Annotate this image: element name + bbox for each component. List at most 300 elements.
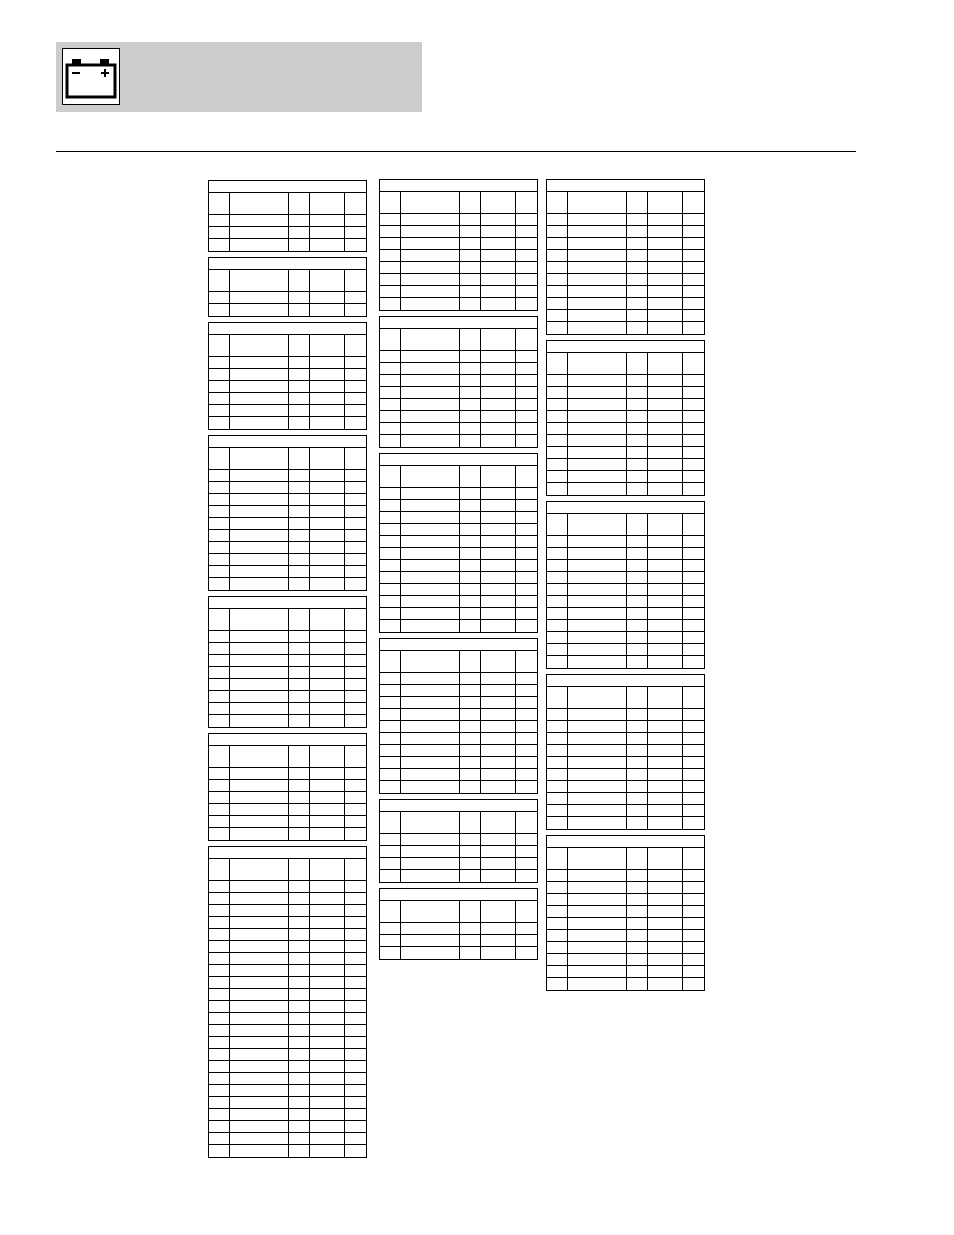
table-cell [209,1085,230,1096]
parts-table [546,179,705,335]
parts-table [379,799,538,883]
table-cell [289,929,310,940]
table-cell [568,656,627,668]
table-row [547,644,704,656]
table-cell [310,780,345,791]
table-cell [481,488,516,499]
table-cell [460,935,481,946]
table-cell [209,667,230,678]
table-cell [209,881,230,892]
table-cell [209,715,230,727]
table-cell [380,351,401,362]
table-cell [230,667,289,678]
table-cell [683,769,704,780]
table-cell [627,375,648,386]
parts-table [379,179,538,311]
table-cell [547,882,568,893]
table-cell [568,483,627,495]
table-cell [516,608,537,619]
table-cell [345,1061,366,1072]
table-row [209,715,366,727]
header-cell [209,448,230,469]
table-cell [460,298,481,310]
table-cell [310,965,345,976]
table-cell [568,918,627,929]
table-cell [289,1049,310,1060]
table-title [547,180,704,192]
table-cell [460,709,481,720]
table-cell [547,870,568,881]
table-cell [310,304,345,316]
table-cell [345,239,366,251]
header-cell [230,609,289,630]
table-cell [230,881,289,892]
table-cell [648,572,683,583]
header-cell [230,270,289,291]
table-cell [547,387,568,398]
table-cell [230,715,289,727]
table-row [547,471,704,483]
table-cell [516,572,537,583]
table-cell [345,1037,366,1048]
table-cell [516,488,537,499]
table-cell [648,274,683,285]
table-cell [683,238,704,249]
table-row [209,292,366,304]
table-cell [568,572,627,583]
table-cell [230,1013,289,1024]
table-cell [380,685,401,696]
table-cell [683,572,704,583]
table-cell [345,828,366,840]
table-cell [683,620,704,631]
table-cell [289,828,310,840]
table-cell [230,470,289,481]
table-cell [683,560,704,571]
table-row [547,536,704,548]
table-header [380,192,537,214]
table-row [209,643,366,655]
table-cell [627,423,648,434]
table-cell [230,518,289,529]
table-cell [627,978,648,990]
table-cell [345,369,366,380]
table-header [547,192,704,214]
table-cell [401,411,460,422]
header-rule [56,151,856,152]
table-cell [209,482,230,493]
table-cell [568,882,627,893]
table-cell [516,298,537,310]
table-cell [310,381,345,392]
table-cell [209,1025,230,1036]
header-cell [481,329,516,350]
table-cell [481,387,516,398]
table-row [209,1025,366,1037]
header-cell [209,335,230,356]
header-cell [648,848,683,869]
table-cell [310,1013,345,1024]
table-cell [230,357,289,368]
table-row [380,935,537,947]
table-row [380,620,537,632]
table-cell [627,644,648,655]
table-cell [230,953,289,964]
table-row [209,768,366,780]
table-cell [683,781,704,792]
table-header [380,651,537,673]
table-cell [289,239,310,251]
table-cell [683,548,704,559]
table-cell [230,405,289,416]
table-row [547,596,704,608]
table-cell [289,1037,310,1048]
table-row [380,536,537,548]
table-cell [547,560,568,571]
table-row [380,733,537,745]
table-cell [481,536,516,547]
table-cell [516,387,537,398]
table-row [547,733,704,745]
table-row [209,239,366,251]
table-cell [401,584,460,595]
table-row [547,918,704,930]
table-cell [627,483,648,495]
table-cell [230,768,289,779]
table-cell [683,942,704,953]
table-row [209,1037,366,1049]
table-cell [460,596,481,607]
header-cell [345,335,366,356]
table-cell [481,548,516,559]
table-row [209,881,366,893]
table-cell [209,1001,230,1012]
header-cell [460,901,481,922]
table-cell [310,941,345,952]
table-row [209,703,366,715]
table-cell [627,596,648,607]
table-title [380,800,537,812]
table-cell [380,411,401,422]
table-cell [230,977,289,988]
header-cell [460,466,481,487]
table-row [209,304,366,316]
header-cell [289,270,310,291]
table-row [380,548,537,560]
table-cell [568,274,627,285]
table-header [547,848,704,870]
header-cell [209,609,230,630]
table-cell [460,721,481,732]
table-cell [380,274,401,285]
table-cell [648,942,683,953]
table-cell [648,250,683,261]
table-cell [481,500,516,511]
table-cell [460,286,481,297]
table-cell [516,351,537,362]
table-cell [289,768,310,779]
table-cell [683,817,704,829]
table-cell [683,322,704,334]
table-cell [547,411,568,422]
table-cell [568,942,627,953]
table-cell [209,417,230,429]
table-cell [481,250,516,261]
table-cell [481,834,516,845]
table-cell [568,214,627,225]
table-cell [209,917,230,928]
table-title [547,675,704,687]
table-cell [516,411,537,422]
header-cell [568,687,627,708]
table-row [547,435,704,447]
table-cell [380,286,401,297]
table-cell [310,494,345,505]
table-cell [481,411,516,422]
table-cell [648,423,683,434]
table-row [380,274,537,286]
table-cell [568,906,627,917]
table-cell [648,226,683,237]
table-cell [401,262,460,273]
table-cell [568,930,627,941]
table-cell [209,393,230,404]
table-cell [230,691,289,702]
table-cell [460,375,481,386]
table-cell [380,214,401,225]
table-cell [516,781,537,793]
table-cell [289,631,310,642]
table-cell [648,733,683,744]
table-cell [481,596,516,607]
table-cell [310,357,345,368]
table-cell [516,697,537,708]
table-cell [648,298,683,309]
table-cell [209,292,230,303]
table-cell [310,566,345,577]
table-cell [289,655,310,666]
table-cell [310,1025,345,1036]
table-cell [627,930,648,941]
table-cell [209,1037,230,1048]
table-row [547,781,704,793]
table-header [209,859,366,881]
table-cell [310,554,345,565]
table-cell [627,942,648,953]
table-row [547,447,704,459]
table-cell [627,310,648,321]
table-cell [310,893,345,904]
table-cell [310,1001,345,1012]
table-cell [683,584,704,595]
table-cell [230,227,289,238]
table-cell [547,745,568,756]
table-row [380,399,537,411]
table-cell [547,238,568,249]
table-cell [345,989,366,1000]
table-cell [209,1097,230,1108]
table-row [547,805,704,817]
table-row [380,435,537,447]
table-cell [516,769,537,780]
table-row [547,387,704,399]
table-row [380,947,537,959]
table-cell [401,620,460,632]
table-row [380,363,537,375]
table-cell [310,989,345,1000]
table-cell [230,816,289,827]
table-row [547,757,704,769]
table-cell [627,411,648,422]
table-cell [310,1085,345,1096]
table-cell [683,721,704,732]
table-cell [648,459,683,470]
table-cell [345,881,366,892]
header-cell [683,514,704,535]
table-title [209,436,366,448]
table-cell [209,566,230,577]
table-cell [289,643,310,654]
table-title [380,639,537,651]
table-cell [683,644,704,655]
table-cell [209,989,230,1000]
table-cell [209,655,230,666]
table-cell [460,697,481,708]
table-row [380,351,537,363]
header-cell [310,270,345,291]
table-cell [481,846,516,857]
table-cell [547,632,568,643]
table-cell [345,715,366,727]
table-cell [310,1097,345,1108]
table-cell [380,757,401,768]
table-cell [481,560,516,571]
table-cell [230,941,289,952]
table-cell [627,906,648,917]
table-cell [289,905,310,916]
header-cell [209,859,230,880]
table-cell [401,500,460,511]
table-cell [401,387,460,398]
table-row [380,411,537,423]
table-cell [380,721,401,732]
table-cell [627,918,648,929]
header-cell [289,335,310,356]
table-row [209,357,366,369]
table-cell [460,781,481,793]
table-cell [683,632,704,643]
table-cell [627,471,648,482]
table-cell [401,935,460,946]
table-cell [460,947,481,959]
table-cell [648,656,683,668]
table-cell [547,757,568,768]
table-cell [547,656,568,668]
table-row [380,488,537,500]
table-cell [345,292,366,303]
parts-table [208,846,367,1158]
table-cell [627,757,648,768]
table-row [547,906,704,918]
table-cell [209,1133,230,1144]
table-cell [310,417,345,429]
table-cell [209,691,230,702]
table-cell [683,966,704,977]
table-cell [209,1013,230,1024]
table-cell [547,572,568,583]
table-cell [683,906,704,917]
table-cell [516,560,537,571]
table-row [547,745,704,757]
header-cell [310,609,345,630]
table-cell [345,977,366,988]
table-cell [289,506,310,517]
table-cell [460,500,481,511]
table-row [547,894,704,906]
table-cell [627,817,648,829]
table-cell [209,530,230,541]
table-cell [568,411,627,422]
table-row [380,262,537,274]
table-cell [345,381,366,392]
table-cell [481,226,516,237]
parts-table [208,322,367,430]
table-cell [380,572,401,583]
table-cell [547,483,568,495]
table-row [209,1109,366,1121]
table-header [547,687,704,709]
table-cell [401,435,460,447]
table-cell [401,250,460,261]
table-cell [401,745,460,756]
table-cell [683,471,704,482]
table-cell [547,596,568,607]
table-cell [345,804,366,815]
table-cell [230,643,289,654]
table-row [380,238,537,250]
table-cell [380,548,401,559]
header-cell [460,812,481,833]
table-cell [289,667,310,678]
table-cell [627,870,648,881]
table-cell [568,447,627,458]
table-cell [345,1013,366,1024]
table-cell [209,554,230,565]
table-cell [310,667,345,678]
table-row [380,226,537,238]
header-cell [683,687,704,708]
table-cell [547,805,568,816]
parts-table [379,453,538,633]
table-cell [345,703,366,714]
table-cell [345,554,366,565]
table-cell [230,542,289,553]
table-row [209,828,366,840]
table-cell [345,768,366,779]
table-cell [380,250,401,261]
table-cell [481,935,516,946]
table-row [547,411,704,423]
table-cell [230,506,289,517]
table-title [209,258,366,270]
table-cell [648,214,683,225]
table-cell [568,805,627,816]
table-cell [460,435,481,447]
table-cell [401,524,460,535]
table-cell [380,733,401,744]
table-cell [627,286,648,297]
table-cell [627,793,648,804]
